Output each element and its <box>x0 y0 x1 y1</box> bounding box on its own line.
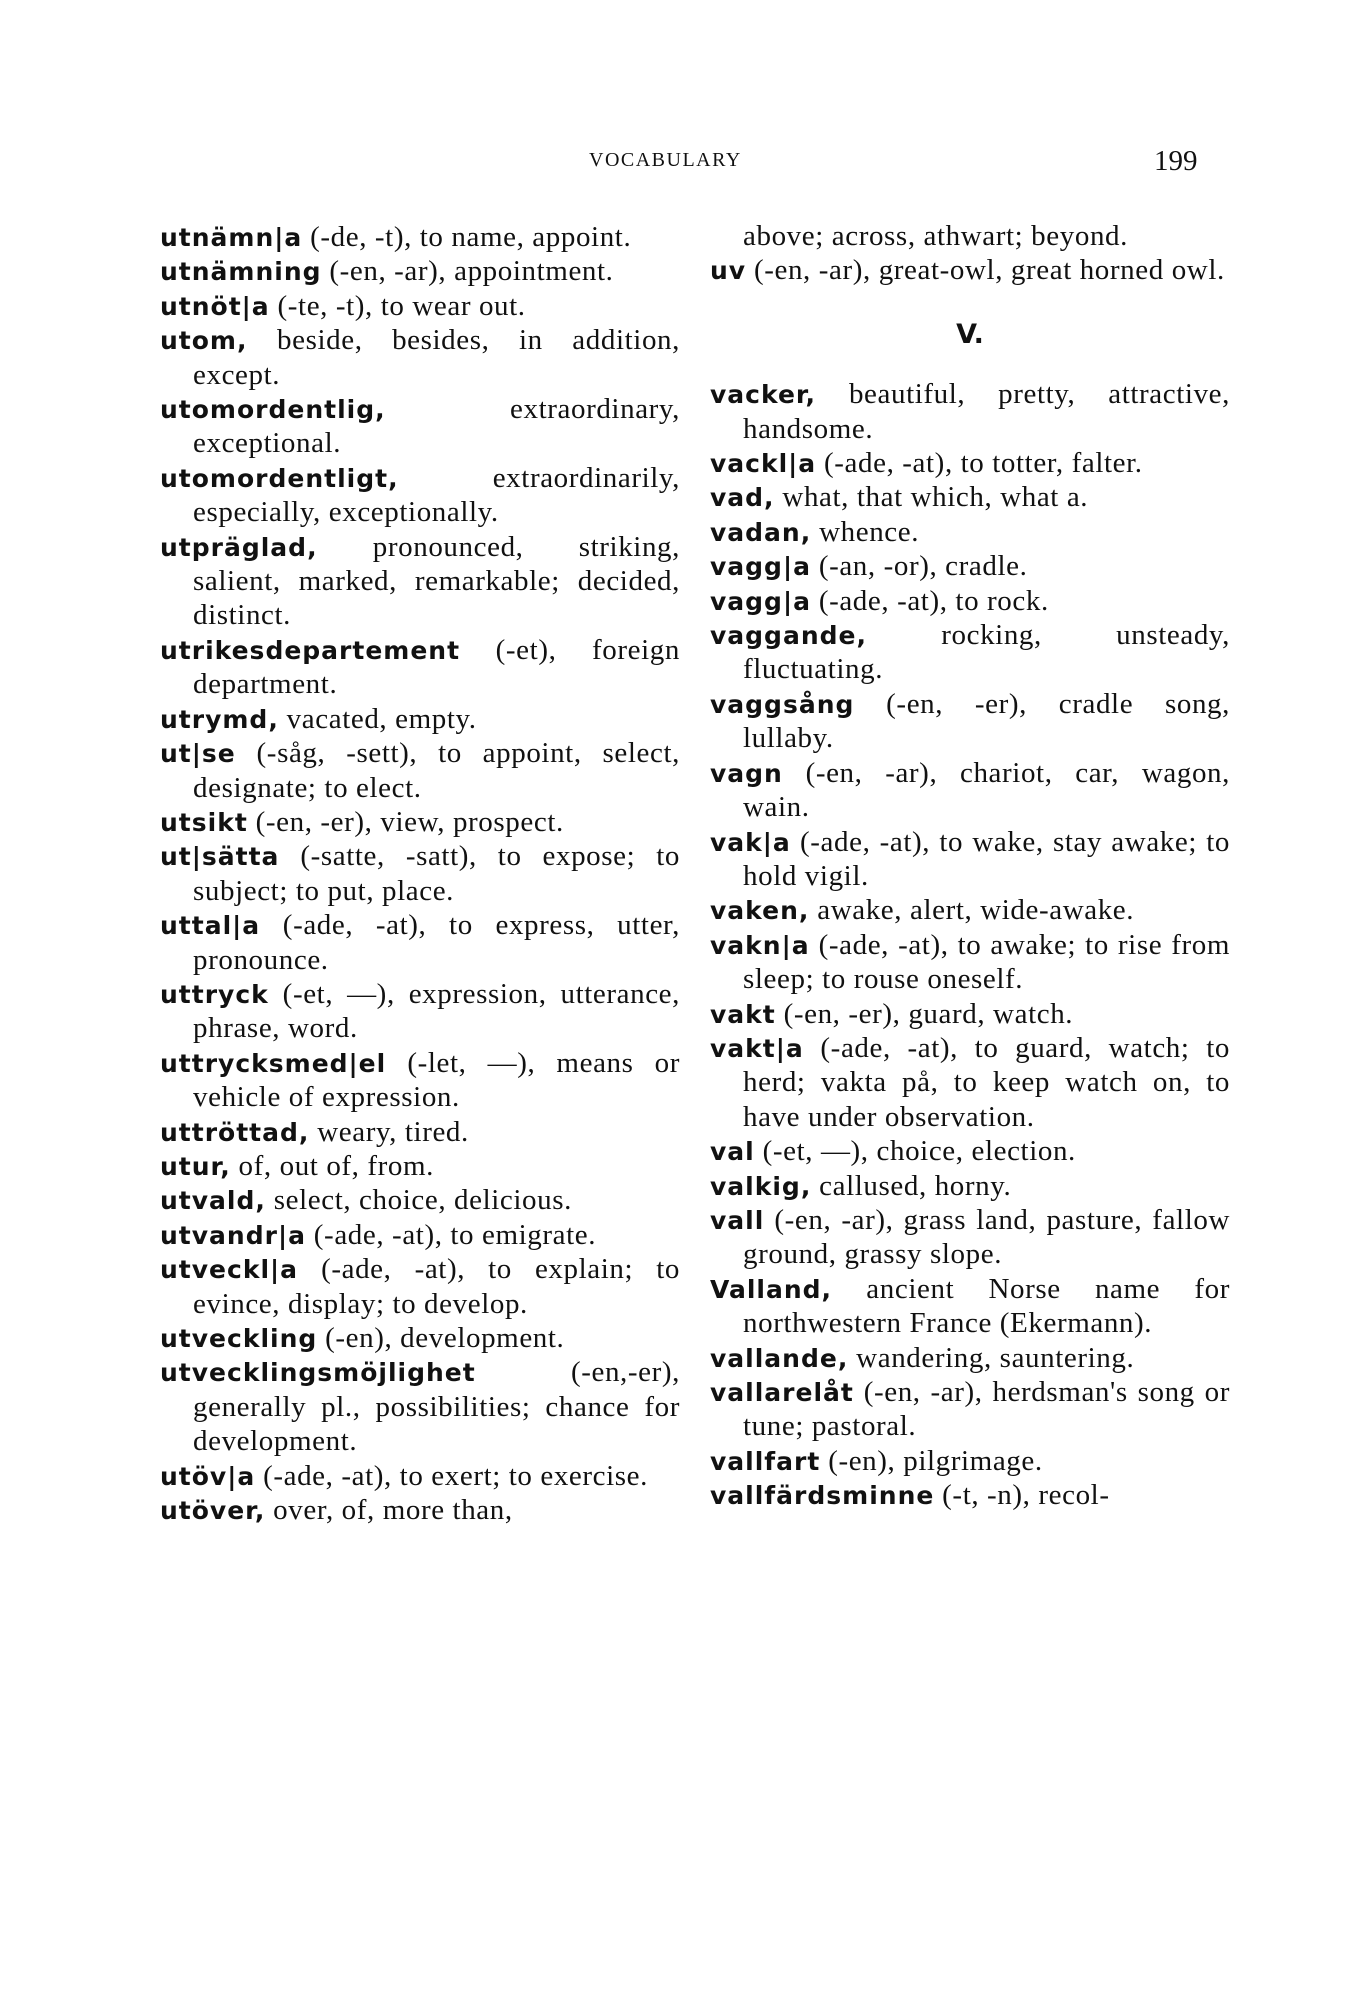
dictionary-entry <box>710 893 1230 927</box>
entry-definition: (-ade, -at), to exert; to exercise. <box>255 1459 649 1492</box>
right-column <box>710 220 1230 1513</box>
dictionary-entry <box>710 584 1230 618</box>
entry-definition: (-såg, -sett), to appoint, select, designate; to elect. <box>193 737 680 804</box>
dictionary-entry <box>710 1341 1230 1375</box>
entry-definition: (-en), pilgrimage. <box>820 1444 1043 1477</box>
entry-headword: utsikt <box>160 807 248 837</box>
dictionary-entry <box>160 323 680 392</box>
dictionary-entry <box>160 461 680 530</box>
entry-definition: (-ade, -at), to wake, stay awake; to hold vigil. <box>743 825 1230 892</box>
entry-headword: utveckling <box>160 1324 318 1353</box>
entry-headword: vakt <box>710 999 776 1029</box>
entry-headword: valkig, <box>710 1171 812 1201</box>
entry-definition: beside, besides, in addition, except. <box>193 324 680 391</box>
entry-definition: (-let, —), means or vehicle of expression. <box>193 1046 680 1114</box>
entry-headword: utrymd, <box>160 704 279 734</box>
entry-definition: awake, alert, wide-awake. <box>809 894 1135 927</box>
entry-definition: (-ade, -at), to rock. <box>810 584 1049 617</box>
entry-headword: utvandr|a <box>160 1220 306 1250</box>
dictionary-entry <box>710 1031 1230 1134</box>
entry-headword: vakt|a <box>710 1033 804 1063</box>
entry-headword: uttröttad, <box>160 1117 310 1147</box>
dictionary-entry <box>710 480 1230 514</box>
entry-definition: (-ade, -at), to guard, watch; to herd; vakta på, to keep watch on, to have under observation. <box>743 1031 1230 1133</box>
entry-definition: ancient Norse name for northwestern France (Ekermann). <box>743 1272 1230 1340</box>
entry-headword: vallande, <box>710 1343 849 1373</box>
dictionary-entry <box>160 1183 680 1217</box>
entry-headword: vagg|a <box>710 552 811 582</box>
entry-headword: utrikesdepartement <box>160 635 461 665</box>
entry-definition: (-en), development. <box>317 1322 565 1354</box>
entry-definition: what, that which, what a. <box>774 481 1089 514</box>
entry-definition: (-et), foreign department. <box>193 633 680 701</box>
entry-headword: uttryck <box>160 979 269 1009</box>
dictionary-entry <box>710 618 1230 687</box>
dictionary-entry <box>710 687 1230 756</box>
left-column <box>160 220 680 1527</box>
entry-headword: vallarelåt <box>710 1378 854 1407</box>
entry-headword: ut|se <box>160 739 236 769</box>
entry-definition: (-en, -ar), great-owl, great horned owl. <box>746 254 1225 287</box>
entry-headword: uttrycksmed|el <box>160 1048 387 1078</box>
dictionary-entry <box>160 908 680 977</box>
entries-after-section <box>710 377 1230 1512</box>
entry-definition: vacated, empty. <box>278 702 477 735</box>
dictionary-entry <box>710 1272 1230 1341</box>
entry-definition: (-an, -or), cradle. <box>810 550 1028 583</box>
entry-definition: select, choice, delicious. <box>265 1184 572 1217</box>
dictionary-entry <box>160 805 680 839</box>
entry-headword: vaggande, <box>710 621 867 651</box>
dictionary-entry <box>160 702 680 736</box>
entry-definition: (-t, -n), recol- <box>934 1479 1110 1512</box>
entry-headword: vaggsång <box>710 689 855 719</box>
dictionary-entry <box>160 977 680 1046</box>
entry-headword: vall <box>710 1205 765 1235</box>
entry-headword: ut|sätta <box>160 842 280 872</box>
entry-definition: (-ade, -at), to express, utter, pronounce. <box>193 909 680 976</box>
entry-definition: extraordinary, exceptional. <box>193 393 680 460</box>
entry-definition: over, of, more than, <box>265 1494 513 1527</box>
dictionary-entry <box>710 825 1230 894</box>
section-letter: V. <box>956 318 984 350</box>
dictionary-entry <box>160 1115 680 1149</box>
entry-definition: extraordinarily, especially, exceptionally. <box>193 461 680 529</box>
dictionary-entry <box>160 839 680 908</box>
dictionary-entry <box>160 1252 680 1321</box>
entry-headword: uttal|a <box>160 911 261 941</box>
page-header <box>0 145 1352 185</box>
entries-before-section <box>710 253 1230 287</box>
entry-definition: (-en, -ar), herdsman's song or tune; pastoral. <box>743 1376 1230 1443</box>
entry-headword: utöver, <box>160 1496 266 1526</box>
dictionary-entry <box>160 1355 680 1458</box>
dictionary-entry <box>710 549 1230 583</box>
entry-headword: utnöt|a <box>160 291 270 321</box>
dictionary-entry <box>710 1478 1230 1512</box>
entry-headword: vallfärdsminne <box>710 1481 935 1511</box>
dictionary-entry <box>710 1134 1230 1168</box>
entry-definition: (-et, —), expression, utterance, phrase, word. <box>193 977 680 1045</box>
entry-headword: utvecklingsmöjlighet <box>160 1358 476 1388</box>
entry-definition: weary, tired. <box>309 1115 469 1148</box>
entry-definition: rocking, unsteady, fluctuating. <box>743 619 1230 686</box>
entry-definition: (-en, -er), cradle song, lullaby. <box>743 687 1230 755</box>
dictionary-entry <box>160 1149 680 1183</box>
entry-headword: utöv|a <box>160 1461 256 1491</box>
entry-definition: callused, horny. <box>811 1169 1012 1202</box>
dictionary-entry <box>160 392 680 461</box>
entry-definition: wandering, sauntering. <box>848 1341 1135 1374</box>
entry-headword: val <box>710 1137 755 1167</box>
entry-definition: pronounced, striking, salient, marked, remarkable; decided, distinct. <box>193 530 680 632</box>
entry-definition: (-te, -t), to wear out. <box>269 289 526 322</box>
dictionary-entry <box>710 377 1230 446</box>
entry-definition: (-en, -ar), chariot, car, wagon, wain. <box>743 756 1230 824</box>
entry-definition: (-de, -t), to name, appoint. <box>302 221 632 253</box>
entry-headword: vallfart <box>710 1446 821 1476</box>
entry-headword: vagg|a <box>710 586 811 616</box>
entry-headword: vad, <box>710 483 775 513</box>
dictionary-entry <box>710 1444 1230 1478</box>
dictionary-entry <box>710 997 1230 1031</box>
dictionary-entry <box>160 736 680 805</box>
entry-headword: utomordentlig, <box>160 395 386 425</box>
entry-definition: (-en,-er), generally pl., possibilities; chance for development. <box>193 1356 680 1458</box>
dictionary-entry <box>160 254 680 288</box>
dictionary-entry <box>160 220 680 254</box>
entry-headword: vaken, <box>710 896 810 926</box>
entry-headword: utom, <box>160 326 248 356</box>
entry-definition: (-ade, -at), to totter, falter. <box>816 447 1143 480</box>
entry-headword: utvald, <box>160 1186 266 1216</box>
dictionary-entry <box>710 515 1230 549</box>
entry-definition: of, out of, from. <box>230 1149 434 1182</box>
entry-definition: (-en, -ar), appointment. <box>321 255 614 288</box>
dictionary-entry <box>160 1321 680 1355</box>
dictionary-entry <box>160 1046 680 1115</box>
entry-definition: beautiful, pretty, attractive, handsome. <box>743 378 1230 445</box>
dictionary-entry <box>160 1493 680 1527</box>
dictionary-entry <box>710 756 1230 825</box>
page-number: 199 <box>1154 145 1198 177</box>
entry-headword: vackl|a <box>710 449 817 479</box>
dictionary-entry <box>710 446 1230 480</box>
entry-headword: utpräglad, <box>160 532 318 562</box>
dictionary-entry <box>160 530 680 633</box>
entry-headword: vakn|a <box>710 930 810 960</box>
dictionary-entry <box>160 1218 680 1252</box>
entry-definition: (-ade, -at), to emigrate. <box>305 1218 597 1251</box>
entry-headword: uv <box>710 256 747 286</box>
entry-definition: whence. <box>811 515 920 548</box>
dictionary-entry <box>710 1375 1230 1444</box>
running-head: VOCABULARY <box>589 149 742 171</box>
entry-headword: utveckl|a <box>160 1255 299 1285</box>
entry-headword: vacker, <box>710 380 817 410</box>
entry-headword: Valland, <box>710 1274 833 1304</box>
dictionary-entry <box>160 1459 680 1493</box>
entry-definition: (-satte, -satt), to expose; to subject; to put, place. <box>193 840 680 907</box>
dictionary-entry <box>710 253 1230 287</box>
dictionary-entry <box>710 1203 1230 1272</box>
entry-headword: utomordentligt, <box>160 463 399 493</box>
entry-headword: vak|a <box>710 827 791 857</box>
entry-definition: (-ade, -at), to awake; to rise from sleep; to rouse oneself. <box>743 928 1230 996</box>
entry-definition: (-en, -ar), grass land, pasture, fallow ground, grassy slope. <box>743 1203 1230 1271</box>
dictionary-entry <box>160 633 680 702</box>
entry-headword: utur, <box>160 1151 231 1181</box>
entry-headword: utnämn|a <box>160 223 303 252</box>
entry-definition: (-en, -er), guard, watch. <box>775 997 1074 1030</box>
entry-headword: vadan, <box>710 517 812 547</box>
entry-definition: (-en, -er), view, prospect. <box>247 805 564 838</box>
entry-headword: utnämning <box>160 257 322 287</box>
entry-continuation: above; across, athwart; beyond. <box>743 220 1129 252</box>
dictionary-entry <box>160 289 680 323</box>
entry-definition: (-et, —), choice, election. <box>754 1135 1076 1168</box>
entry-headword: vagn <box>710 758 783 788</box>
dictionary-entry <box>710 1169 1230 1203</box>
entry-definition: (-ade, -at), to explain; to evince, display; to develop. <box>193 1253 680 1320</box>
dictionary-entry <box>710 928 1230 997</box>
